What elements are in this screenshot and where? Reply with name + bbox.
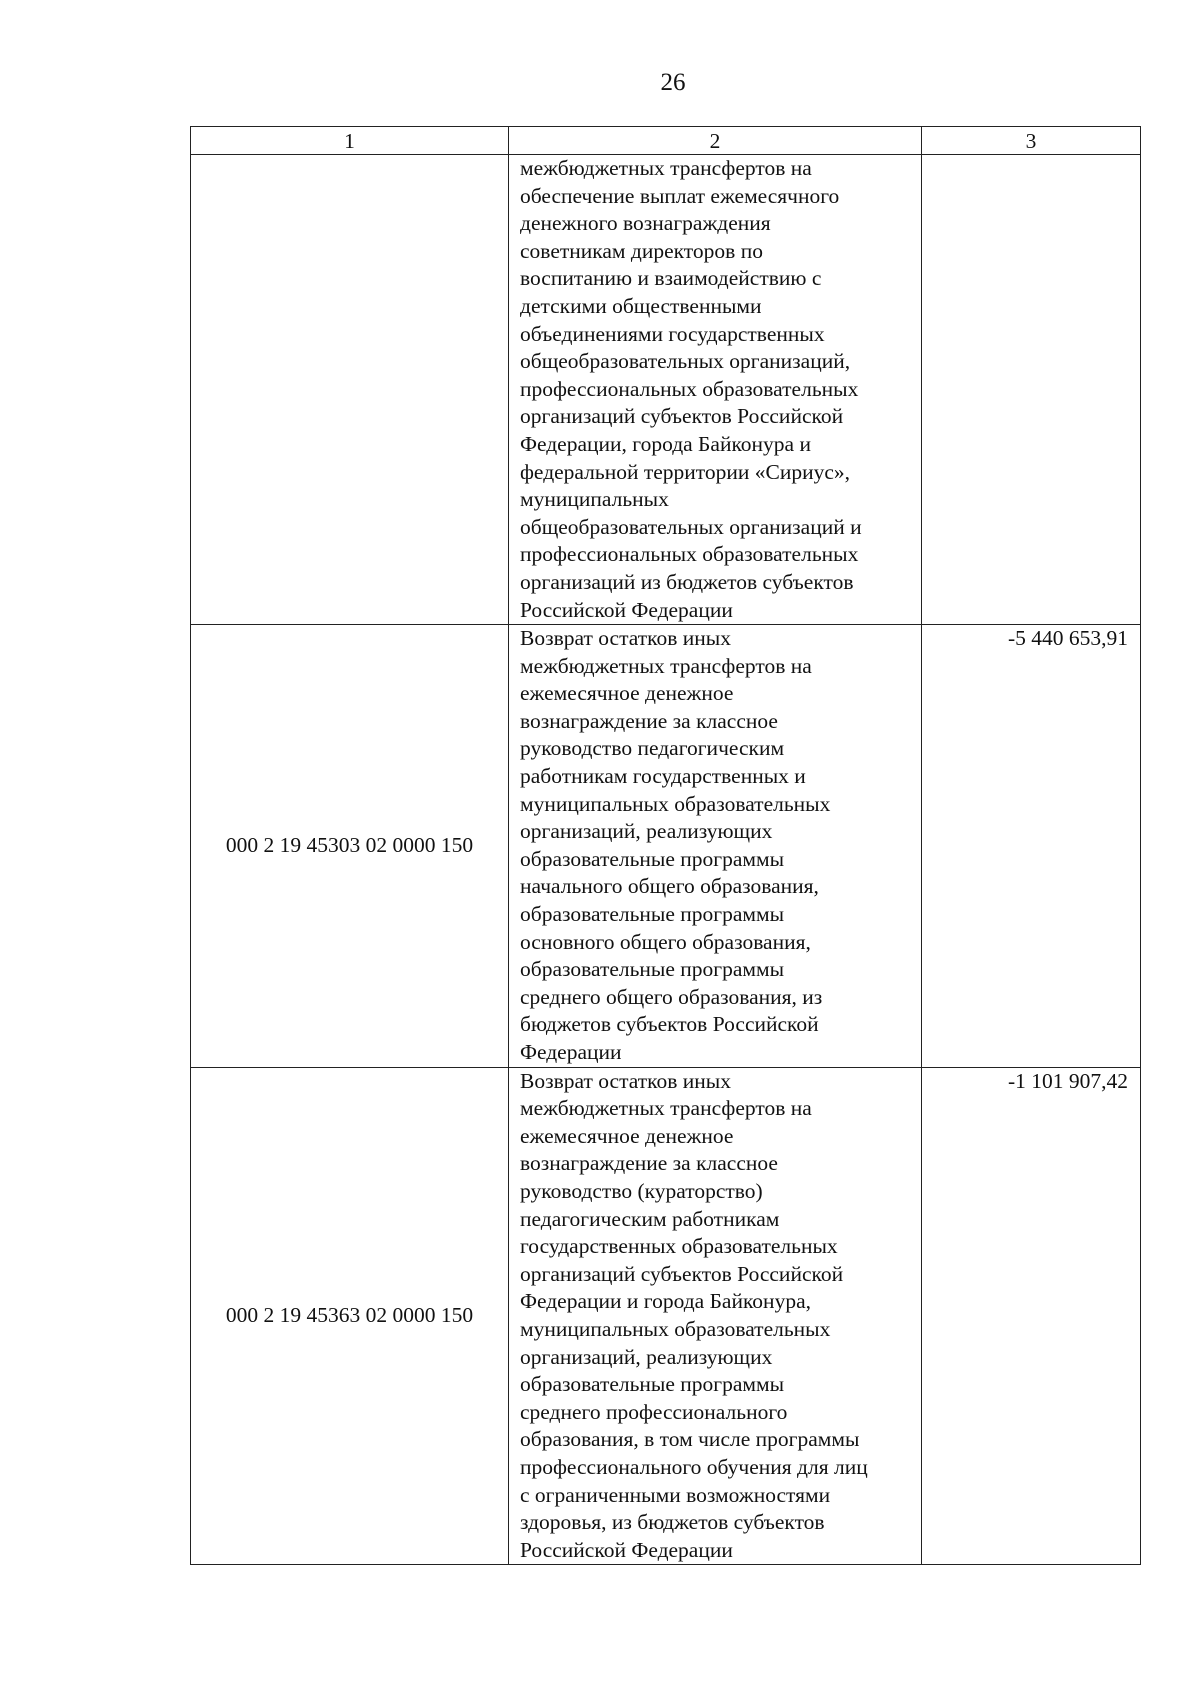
page-number-text: 26 (660, 69, 686, 96)
description-line: руководство педагогическим (520, 736, 785, 761)
description-line: межбюджетных трансфертов на (520, 156, 812, 180)
description-line: образовательные программы (520, 1372, 785, 1397)
description-line: организаций, реализующих (520, 819, 773, 844)
description-line: профессиональных образовательных (520, 376, 859, 401)
description-line: муниципальных образовательных (520, 1316, 831, 1341)
description-line: денежного вознаграждения (520, 211, 771, 236)
description-line: организаций субъектов Российской (520, 404, 844, 429)
description-line: Возврат остатков иных (520, 626, 731, 651)
table-row (191, 1067, 1141, 1565)
description-line: ежемесячное денежное (520, 681, 734, 706)
description-line: Российской Федерации (520, 1537, 733, 1562)
row-description (509, 155, 922, 625)
description-line: начального общего образования, (520, 874, 819, 899)
description-line: организаций из бюджетов субъектов (520, 569, 854, 594)
row-code (191, 155, 509, 625)
description-line: здоровья, из бюджетов субъектов (520, 1510, 825, 1535)
description-line: Федерации (520, 1040, 622, 1064)
row-amount (922, 155, 1141, 625)
row-amount: -1 101 907,42 (922, 1067, 1141, 1565)
description-line: ежемесячное денежное (520, 1123, 734, 1148)
description-line: среднего общего образования, из (520, 984, 823, 1009)
description-line: образовательные программы (520, 902, 785, 927)
description-line: вознаграждение за классное (520, 708, 778, 733)
description-line: среднего профессионального (520, 1399, 788, 1424)
description-line: образовательные программы (520, 846, 785, 871)
description-line: муниципальных образовательных (520, 791, 831, 816)
row-description (509, 625, 922, 1068)
description-line: муниципальных (520, 487, 669, 512)
description-line: Федерации и города Байконура, (520, 1289, 811, 1314)
description-line: Федерации, города Байконура и (520, 431, 811, 456)
table-header-row (191, 127, 1141, 155)
description-line: профессиональных образовательных (520, 542, 859, 567)
description-line: межбюджетных трансфертов на (520, 653, 812, 678)
description-line: объединениями государственных (520, 321, 825, 346)
description-line: обеспечение выплат ежемесячного (520, 183, 840, 208)
description-line: детскими общественными (520, 293, 762, 318)
header-col-1: 1 (191, 127, 509, 155)
description-line: руководство (кураторство) (520, 1178, 763, 1203)
row-code: 000 2 19 45303 02 0000 150 (191, 625, 509, 1068)
description-line: образовательные программы (520, 957, 785, 982)
table-row (191, 155, 1141, 625)
description-line: организаций субъектов Российской (520, 1261, 844, 1286)
description-line: Российской Федерации (520, 597, 733, 622)
description-line: организаций, реализующих (520, 1344, 773, 1369)
row-description (509, 1067, 922, 1565)
row-amount: -5 440 653,91 (922, 625, 1141, 1068)
description-line: образования, в том числе программы (520, 1427, 860, 1452)
description-line: с ограниченными возможностями (520, 1482, 831, 1507)
description-line: Возврат остатков иных (520, 1068, 731, 1093)
description-line: межбюджетных трансфертов на (520, 1096, 812, 1121)
row-code: 000 2 19 45363 02 0000 150 (191, 1067, 509, 1565)
header-col-2: 2 (509, 127, 922, 155)
description-line: советникам директоров по (520, 238, 763, 263)
page-number (0, 68, 1200, 98)
description-line: основного общего образования, (520, 929, 811, 954)
description-line: государственных образовательных (520, 1234, 838, 1259)
description-line: общеобразовательных организаций, (520, 349, 851, 374)
description-line: вознаграждение за классное (520, 1151, 778, 1176)
header-col-3: 3 (922, 127, 1141, 155)
description-line: воспитанию и взаимодействию с (520, 266, 822, 291)
description-line: профессионального обучения для лиц (520, 1454, 868, 1479)
description-line: общеобразовательных организаций и (520, 514, 862, 539)
description-line: педагогическим работникам (520, 1206, 780, 1231)
budget-table (190, 126, 1141, 1565)
table-row (191, 625, 1141, 1068)
description-line: работникам государственных и (520, 764, 806, 789)
description-line: федеральной территории «Сириус», (520, 459, 851, 484)
description-line: бюджетов субъектов Российской (520, 1012, 819, 1037)
